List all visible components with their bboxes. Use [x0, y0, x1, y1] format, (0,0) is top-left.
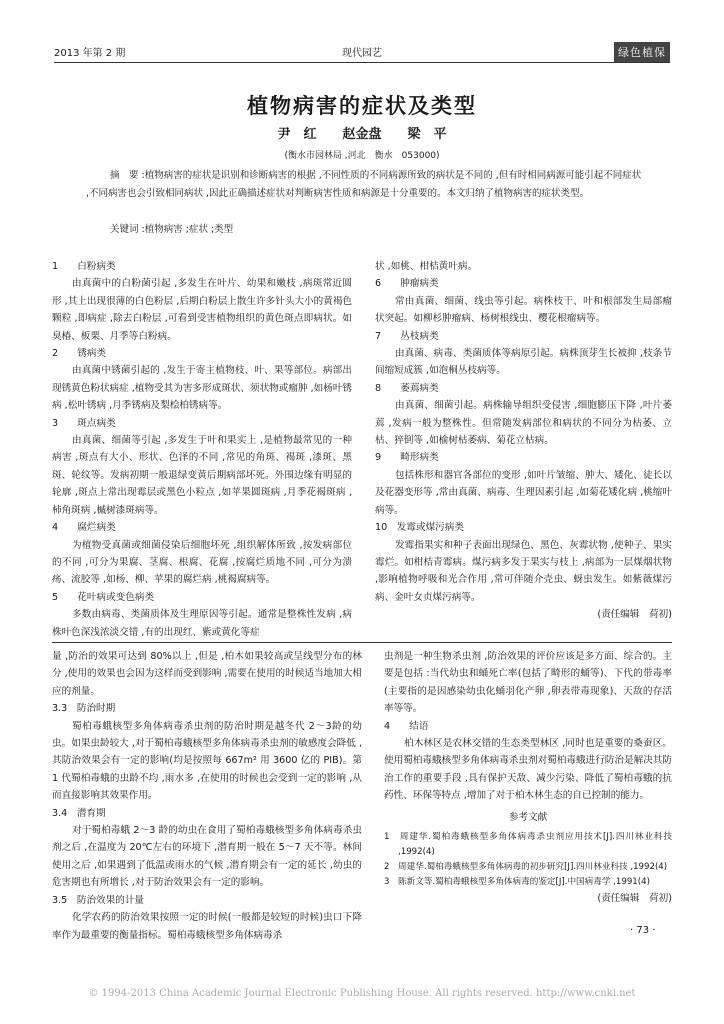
- section-heading: 9 畸形病类: [375, 452, 439, 464]
- editor-note: (责任编辑 荷初): [597, 893, 672, 905]
- article-title: 植物病害的症状及类型: [247, 94, 477, 118]
- section-heading: 5 花叶病或变色病类: [52, 591, 155, 603]
- section-body: 多数由病毒、类菌质体及生理原因等引起。通常是整株性发病 ,病株叶色深浅浓淡交错 ,有的出现红、紫或黄化等症: [52, 609, 352, 638]
- section-body: 由真菌、病毒、类菌质体等病原引起。病株顶芽生长被抑 ,枝条节间缩短成簇 ,如泡桐丛枝病等。: [375, 348, 672, 377]
- editor-note: (责任编辑 荷初): [597, 609, 672, 621]
- section-heading: 3.5 防治效果的计量: [52, 894, 145, 906]
- reference-item: 3 陈新文等.蜀柏毒蛾核型多角体病毒的鉴定[J].中国病毒学 ,1991(4): [384, 877, 650, 888]
- upper-right-column: [375, 258, 672, 624]
- section-heading: 10 发霉或煤污病类: [375, 522, 464, 534]
- section-heading: 3.4 潜育期: [52, 807, 106, 819]
- journal-name: 现代园艺: [342, 48, 382, 59]
- lower-right-column: [384, 648, 672, 907]
- section-heading: 4 腐烂病类: [52, 522, 116, 534]
- issue-label: 2013 年第 2 期: [54, 48, 126, 59]
- article-authors: 尹 红 赵金盘 梁 平: [277, 127, 447, 142]
- section-heading: 3 斑点病类: [52, 417, 116, 429]
- section-body: 蜀柏毒蛾核型多角体病毒杀虫剂的防治时期是越冬代 2～3龄的幼虫。如果虫龄较大 ,对于蜀柏毒蛾核型多角体病毒杀虫剂的敏感度会降低 ,其防治效果会有一定的影响(均是按照每 667m² 用 3600 亿的 PIB)。第 1 代蜀柏毒蛾的虫龄不均 ,雨水多 ,在使用的时候也会受到一定的影响 ,从而直接影响其效果作用。: [52, 720, 362, 802]
- article-affiliation: (衡水市园林局 ,河北 衡水 053000): [284, 151, 440, 161]
- section-body: 常由真菌、细菌、线虫等引起。病株枝干、叶和根部发生局部瘤状突起。如柳杉肿瘤病、杨树根线虫、樱花根瘤病等。: [375, 295, 672, 325]
- section-heading: 3.3 防治时期: [52, 703, 116, 715]
- page-number: · 73 ·: [630, 925, 656, 936]
- section-body: 量 ,防治的效果可达到 80%以上 ,但是 ,柏木如果较高或呈线型分布的林分 ,使用的效果也会因为这样而受到影响 ,需要在使用的时候适当地加大相应的剂量。: [52, 651, 362, 697]
- section-body: 包括株形和器官各部位的变形 ,如叶片皱缩、肿大、矮化、徒长以及花器变形等 ,常由真菌、病毒、生理因素引起 ,如菊花矮化病 ,桃缩叶病等。: [375, 469, 672, 516]
- section-body: 发霉指果实和种子表面出现绿色、黑色、灰霉状物 ,使种子、果实霉烂。如柑桔青霉病。煤污病多发于果实与枝上 ,病部为一层煤烟状物 ,影响植物呼吸和光合作用 ,常可伴随介壳虫、蚜虫发生。如紫薇煤污病、金叶女贞煤污病等。: [375, 539, 672, 603]
- section-heading: 8 萎蔫病类: [375, 382, 439, 394]
- section-badge: 绿色植保: [614, 42, 670, 62]
- reference-item: 1 周建华.蜀柏毒蛾核型多角体病毒杀虫剂应用技术[J].四川林业科技 ,1992(4): [384, 832, 672, 858]
- article-keywords: 关键词 :植物病害 ;症状 ;类型: [110, 224, 234, 235]
- copyright-footer: © 1994-2013 China Academic Journal Electronic Publishing House. All rights reserved. http://www.cnki.net: [88, 988, 636, 999]
- section-body: 由真菌、细菌引起。病株输导组织受侵害 ,细胞膨压下降 ,叶片萎蔫 ,发病一般为整株性。但常随发病部位和病状的不同分为枯萎、立枯、猝倒等 ,如榆树枯萎病、菊花立枯病。: [375, 400, 672, 447]
- section-heading: 7 丛枝病类: [375, 330, 439, 342]
- upper-left-column: [52, 258, 352, 641]
- section-body: 由真菌中锈菌引起的 ,发生于寄主植物枝、叶、果等部位。病部出现锈黄色粉状病症 ,植物受其为害多形成斑状、须状物或瘤肿 ,如杨叶锈病 ,松叶锈病 ,月季锈病及梨桧柏锈病等。: [52, 365, 353, 412]
- section-body: 柏木林区是农林交错的生态类型林区 ,同时也是重要的桑蚕区。使用蜀柏毒蛾核型多角体病毒杀虫剂对蜀柏毒蛾进行防治是解决其防治工作的重要手段 ,具有保护天敌、减少污染、降低了蜀柏毒蛾的抗药性、环保等特点 ,增加了对于柏木林生态的自已控制的能力。: [384, 738, 672, 802]
- article-divider: [52, 642, 672, 643]
- running-header: [54, 42, 670, 63]
- section-heading: 2 锈病类: [52, 348, 107, 360]
- references-title: 参考文献: [508, 811, 548, 823]
- section-body: 由真菌、细菌等引起 ,多发生于叶和果实上 ,是植物最常见的一种病害 ,斑点有大小、形状、色泽的不同 ,常见的角斑、褐斑 ,漆斑、黑斑、轮纹等。发病初期一般退绿变黄后期病部坏死。外围边缘有明显的轮廓 ,斑点上常出现霉层或黑色小粒点 ,如苹果圆斑病 ,月季花褐斑病 ,柿角斑病 ,槭树漆斑病等。: [52, 435, 352, 516]
- section-body: 虫剂是一种生物杀虫剂 ,防治效果的评价应该是多方面、综合的。主要是包括 :当代幼虫和蛹死亡率(包括了畸形的蛹等)、下代的带毒率(主要指的是因感染幼虫化蛹羽化产卵 ,卵表带毒现象)、天敌的存活率等等。: [384, 651, 672, 715]
- section-body: 状 ,如桃、柑桔黄叶病。: [375, 261, 478, 272]
- reference-item: 2 周建华.蜀柏毒蛾核型多角体病毒的初步研究[J].四川林业科技 ,1992(4): [384, 862, 668, 873]
- article-abstract: 摘 要 :植物病害的症状是识别和诊断病害的根据 ,不同性质的不同病源所致的病状是不同的 ,但有时相同病源可能引起不同症状 ,不同病害也会引致相同病状 ,因此正确描述症状对判断病害性质和病源是十分重要的。本文归纳了植物病害的症状类型。: [86, 170, 642, 199]
- section-heading: 6 肿瘤病类: [375, 278, 439, 290]
- section-body: 对于蜀柏毒蛾 2～3 龄的幼虫在食用了蜀柏毒蛾核型多角体病毒杀虫剂之后 ,在温度为 20℃左右的环境下 ,潜育期一般在 5～7 天不等。林间使用之后 ,如果遇到了低温或雨水的气候 ,潜育期会有一定的延长 ,幼虫的危害期也有所增长 ,对于防治效果会有一定的影响。: [52, 825, 362, 889]
- section-body: 由真菌中的白粉菌引起 ,多发生在叶片、幼果和嫩枝 ,病斑常近圆形 ,其上出现很薄的白色粉层 ,后期白粉层上散生许多针头大小的黄褐色颗粒 ,即病症 ,除去白粉层 ,可看到受害植物组织的黄色斑点即病状。如臭椿、板栗、月季等白粉病。: [52, 278, 353, 342]
- section-body: 化学农药的防治效果按照一定的时候(一般都是较短的时候)虫口下降率作为最重要的衡量指标。蜀柏毒蛾核型多角体病毒杀: [52, 912, 362, 941]
- section-heading: 4 结语: [384, 720, 429, 732]
- lower-left-column: [52, 648, 362, 944]
- section-heading: 1 白粉病类: [52, 261, 116, 272]
- section-body: 为植物受真菌或细菌侵染后细胞坏死 ,组织解体所致 ,按发病部位的不同 ,可分为果腐、茎腐、根腐、花腐 ,按腐烂质地不同 ,可分为溃疡、流胶等 ,如杨、柳、苹果的腐烂病 ,桃褐腐病等。: [52, 539, 352, 586]
